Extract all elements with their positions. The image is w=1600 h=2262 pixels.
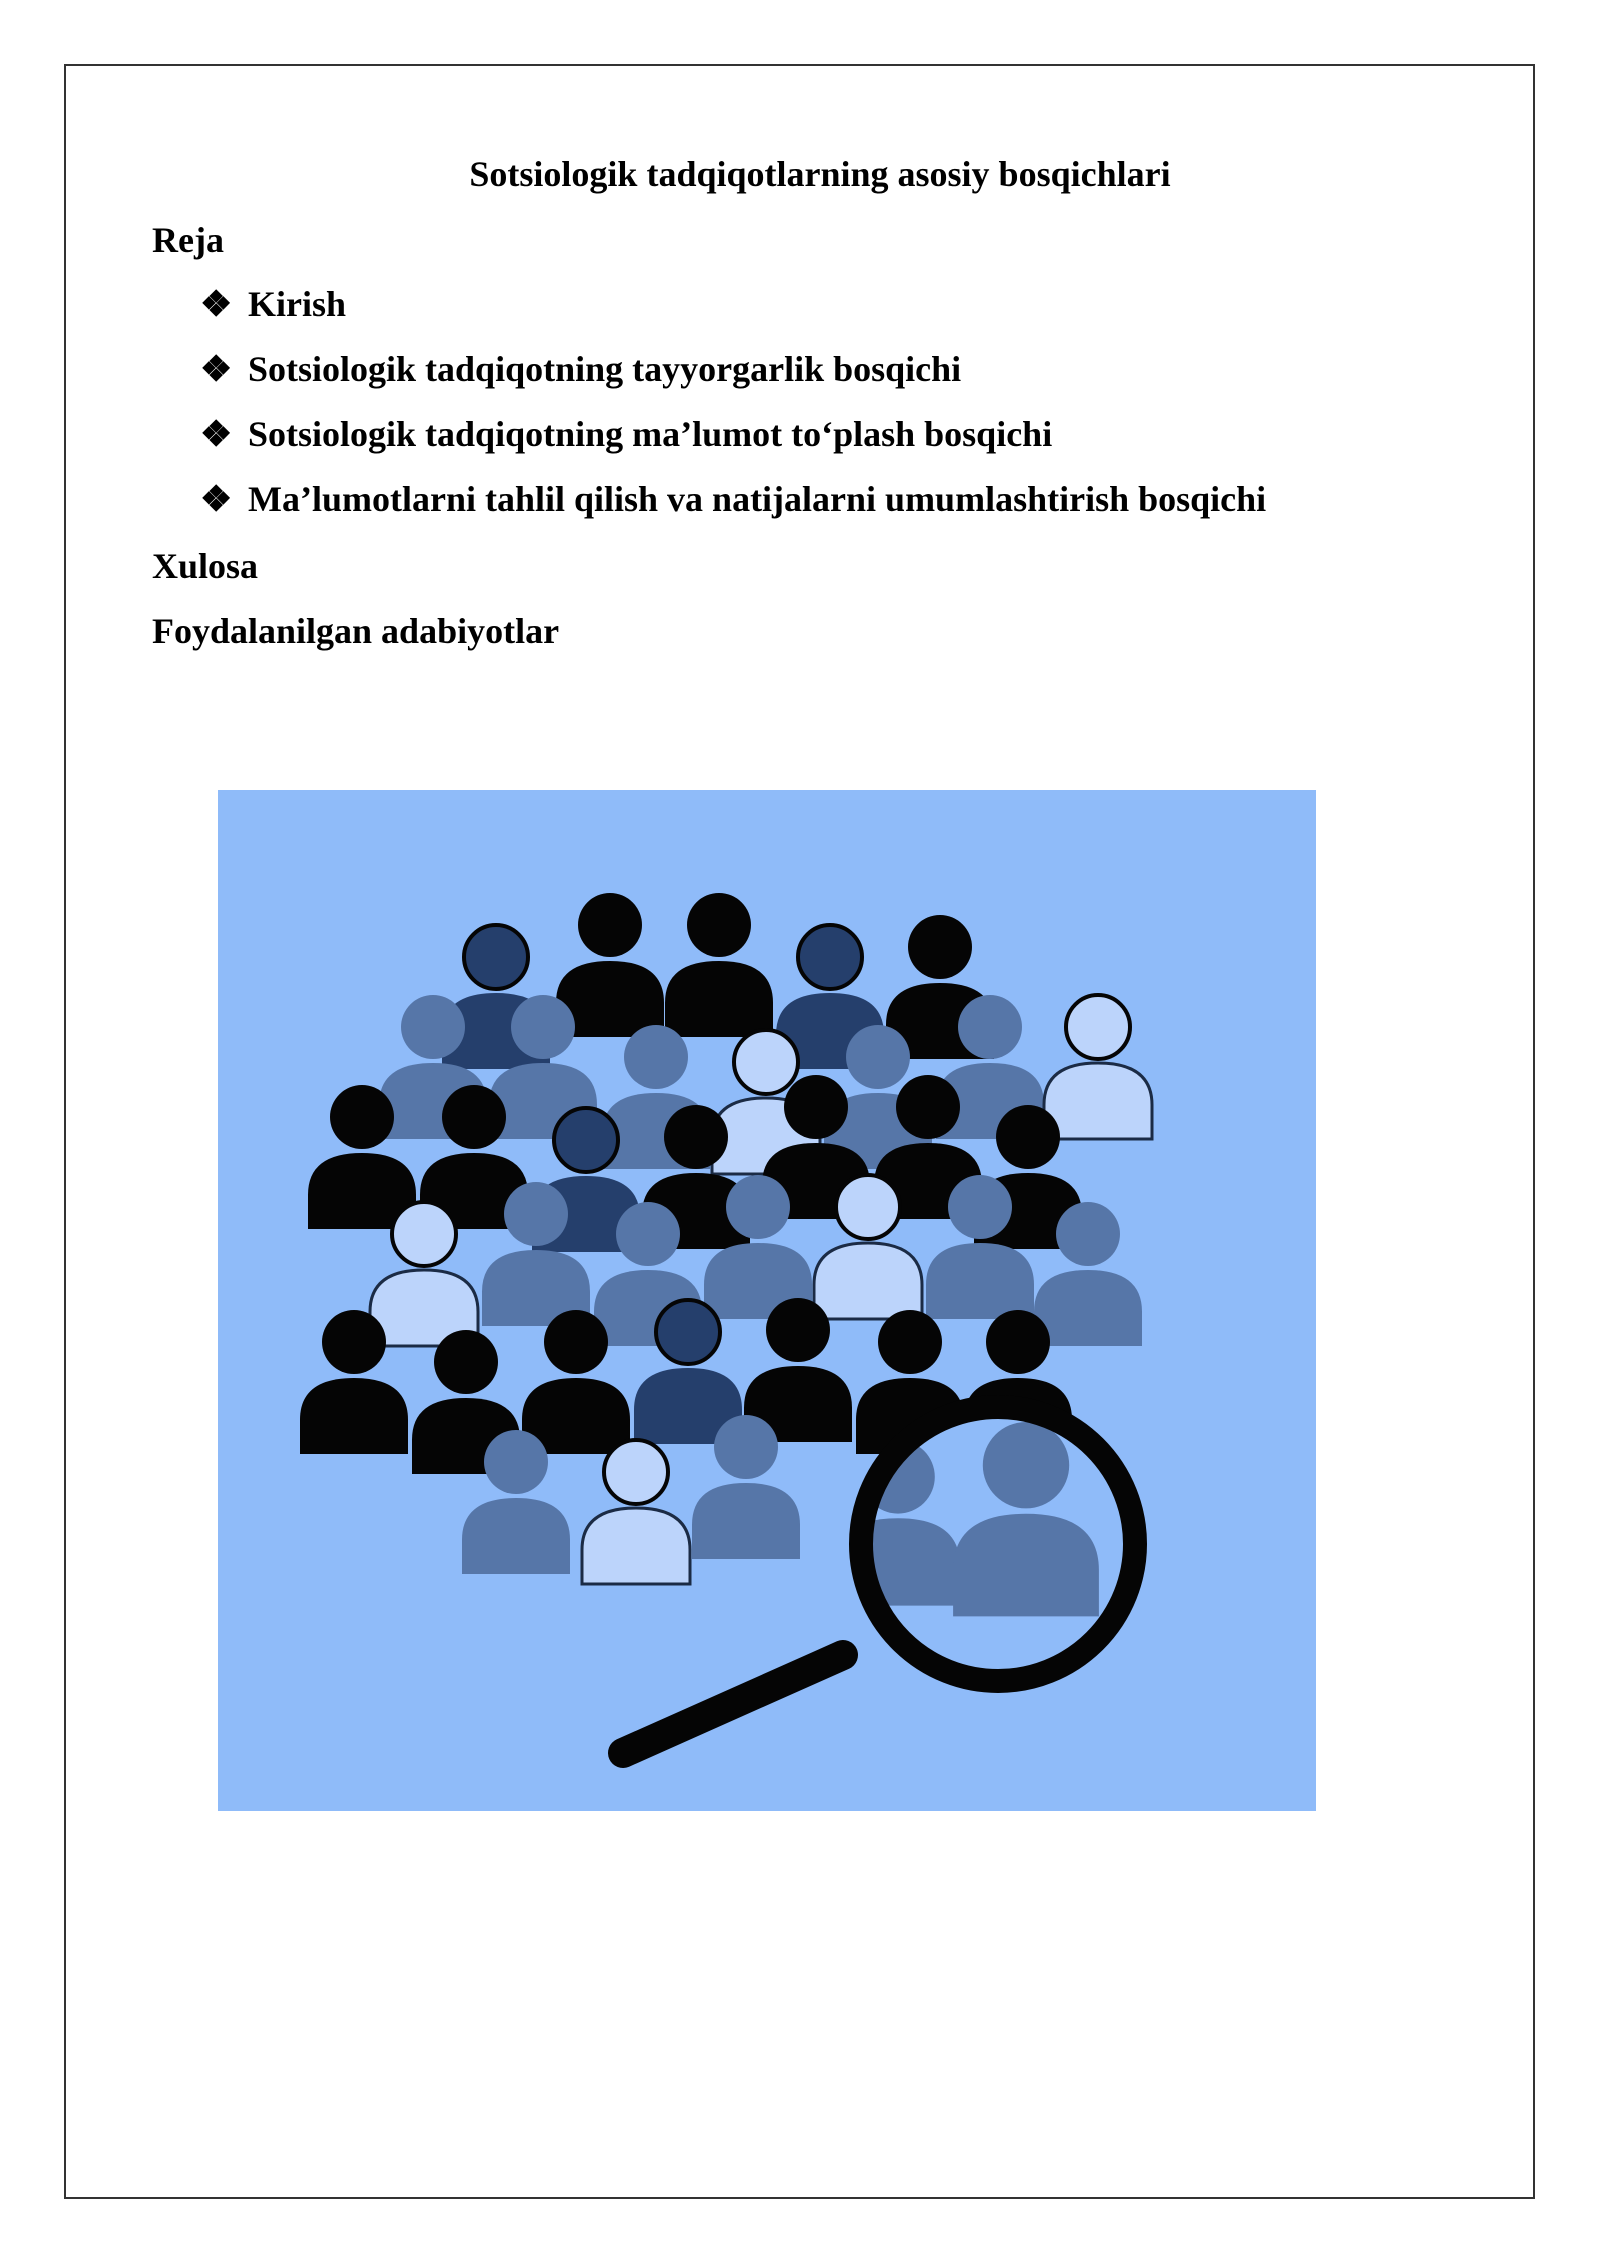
plan-item xyxy=(200,412,1266,477)
plan-item-label: Ma’lumotlarni tahlil qilish va natijalarni umumlashtirish bosqichi xyxy=(248,479,1267,519)
diamond-bullet-icon: ❖ xyxy=(200,414,233,454)
plan-item xyxy=(200,477,1266,542)
crowd-magnifying-glass-icon xyxy=(218,790,1316,1811)
plan-item xyxy=(200,282,1266,347)
diamond-bullet-icon: ❖ xyxy=(200,284,233,324)
plan-item-label: Sotsiologik tadqiqotning ma’lumot to‘plash bosqichi xyxy=(248,414,1053,454)
conclusion-heading: Xulosa xyxy=(152,546,259,586)
references-heading: Foydalanilgan adabiyotlar xyxy=(152,611,560,651)
plan-list xyxy=(200,282,1266,542)
document-title: Sotsiologik tadqiqotlarning asosiy bosqichlari xyxy=(469,154,1171,194)
diamond-bullet-icon: ❖ xyxy=(200,349,233,389)
diamond-bullet-icon: ❖ xyxy=(200,479,233,519)
plan-item-label: Kirish xyxy=(248,284,347,324)
plan-item xyxy=(200,347,1266,412)
plan-heading: Reja xyxy=(152,220,224,260)
plan-item-label: Sotsiologik tadqiqotning tayyorgarlik bosqichi xyxy=(248,349,962,389)
